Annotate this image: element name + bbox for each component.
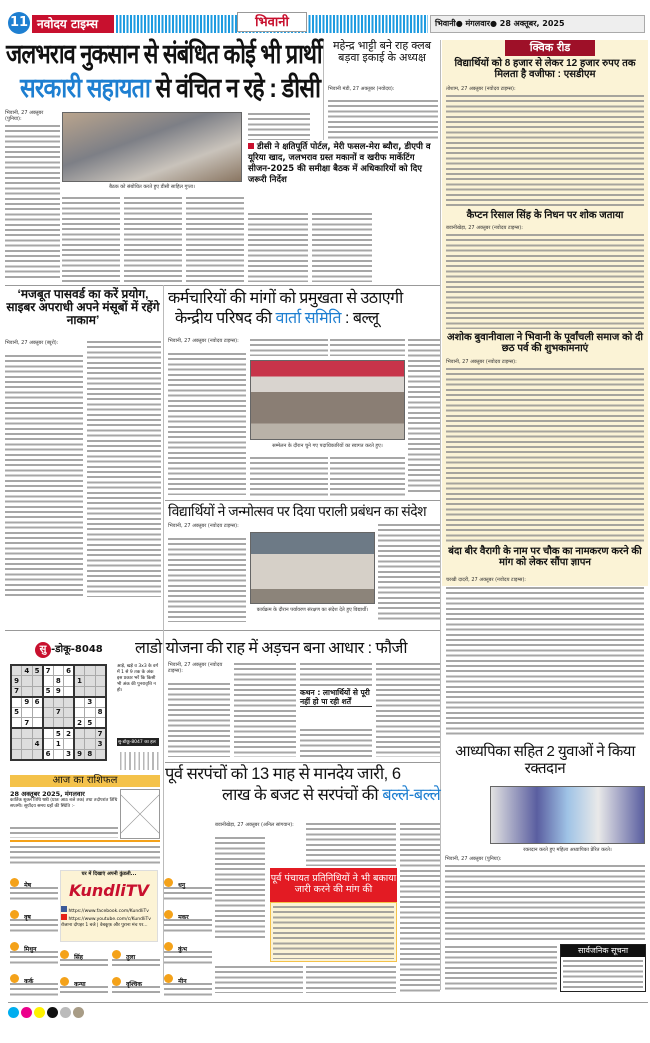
lado-headline: लाडो योजना की राह में अड़चन बना आधार : फौजी — [135, 640, 408, 657]
sudoku-cell[interactable] — [95, 665, 106, 676]
sudoku-solution-grid — [117, 752, 159, 770]
employees-photo — [250, 360, 405, 440]
sudoku-cell[interactable] — [95, 718, 106, 729]
masthead-logo: नवोदय टाइम्स — [32, 15, 114, 33]
sudoku-cell[interactable] — [64, 718, 75, 729]
rashifal-sign-6 — [60, 971, 108, 996]
rashifal-planets — [10, 826, 118, 838]
qr-story2-dateline: बवानीखेड़ा, 27 अक्तूबर (नवोदय टाइम्स): — [446, 225, 523, 231]
sudoku-cell[interactable]: 9 — [74, 749, 85, 760]
sudoku-cell[interactable] — [64, 739, 75, 750]
sudoku-cell[interactable] — [64, 676, 75, 687]
zodiac-name: मकर — [178, 914, 189, 921]
sudoku-cell[interactable]: 7 — [43, 665, 54, 676]
kundli-tv-ad — [60, 870, 158, 942]
lado-body-col4 — [376, 662, 440, 757]
sudoku-cell[interactable] — [85, 728, 96, 739]
qr-story1-body — [446, 94, 644, 208]
lead-body-col8 — [312, 212, 372, 282]
lado-dateline: भिवानी, 27 अक्तूबर (नवोदय टाइम्स): — [168, 662, 230, 674]
red-bullet-icon — [248, 143, 254, 149]
lead-body-col4 — [186, 196, 244, 283]
blood-headline: आध्यपिका सहित 2 युवाओं ने किया रक्तदान — [455, 743, 635, 777]
sudoku-cell[interactable] — [43, 728, 54, 739]
sudoku-cell[interactable] — [43, 707, 54, 718]
sarpanch-body-col1 — [215, 836, 265, 939]
sudoku-cell[interactable] — [64, 707, 75, 718]
employees-body-col2 — [250, 338, 328, 356]
sudoku-cell[interactable] — [22, 707, 33, 718]
sudoku-cell[interactable] — [74, 739, 85, 750]
zodiac-icon — [10, 910, 19, 919]
rashifal-header: आज का राशिफल — [10, 775, 160, 787]
sudoku-cell[interactable] — [22, 676, 33, 687]
students-dateline: भिवानी, 27 अक्तूबर (नवोदय टाइम्स): — [168, 523, 246, 529]
qr-story4-dateline: चरखी दादरी, 27 अक्तूबर (नवोदय टाइम्स): — [446, 577, 526, 583]
qr-story1-headline: विद्यार्थियों को 8 हजार से लेकर 12 हजार रुपए तक मिलता है वजीफा : एसडीएम — [454, 58, 636, 80]
sudoku-cell[interactable] — [11, 665, 22, 676]
zodiac-icon — [164, 974, 173, 983]
rashifal-sign-12 — [164, 968, 212, 998]
sudoku-cell[interactable]: 5 — [32, 665, 43, 676]
employees-body-col1 — [168, 352, 246, 495]
lado-body-col3 — [300, 662, 372, 686]
cyber-body-col1 — [5, 354, 83, 597]
zodiac-icon — [112, 977, 121, 986]
zodiac-icon — [60, 950, 69, 959]
sarpanch-box-headline: पूर्व पंचायत प्रतिनिधियों ने भी बकाया जारी करने की मांग की — [270, 868, 397, 902]
cyber-dateline: भिवानी, 27 अक्तूबर (ब्यूरो): — [5, 340, 83, 346]
sudoku-cell[interactable] — [95, 697, 106, 708]
sarpanch-body-col2 — [306, 822, 396, 866]
sudoku-rules: आड़े, खड़े व 3x3 के वर्ग में 1 से 9 तक के अंक इस प्रकार भरें कि किसी भी अंक की पुनरावृत्ति न हो। — [117, 664, 159, 693]
sudoku-title: सु -डोकू-8048 — [35, 642, 115, 658]
qr-story1-dateline: तोशाम, 27 अक्तूबर (नवोदय टाइम्स): — [446, 86, 516, 92]
employees-body-col3 — [330, 338, 405, 356]
sudoku-cell[interactable] — [53, 749, 64, 760]
employees-body-col5 — [250, 456, 328, 496]
sudoku-cell[interactable] — [74, 728, 85, 739]
sarpanch-headline-1: पूर्व सरपंचों को 13 माह से मानदेय जारी, 6 — [165, 765, 401, 783]
zodiac-icon — [10, 974, 19, 983]
rashifal-sign-3 — [10, 936, 58, 966]
color-registration-strip — [8, 1002, 648, 1014]
sudoku-cell[interactable] — [11, 749, 22, 760]
students-photo-caption: कार्यक्रम के दौरान पर्यावरण संरक्षण का संदेश देते हुए विद्यार्थी। — [250, 607, 375, 613]
sudoku-cell[interactable]: 3 — [64, 749, 75, 760]
sarpanch-body-col5 — [306, 965, 396, 993]
zodiac-name: कुंभ — [178, 946, 187, 953]
sudoku-cell[interactable] — [43, 697, 54, 708]
lead-headline-rest: से वंचित न रहे : डीसी — [150, 73, 321, 103]
sudoku-cell[interactable]: 7 — [11, 686, 22, 697]
zodiac-name: मेष — [24, 882, 32, 889]
sudoku-cell[interactable] — [22, 728, 33, 739]
lado-pullquote: कथन : लाभार्थियों से पूरी नहीं हो पा रही शर्तें — [300, 688, 372, 707]
qr-story3-body — [446, 367, 644, 543]
page-number-badge: 11 — [8, 12, 30, 34]
sarpanch-body-col4 — [215, 965, 303, 993]
sudoku-cell[interactable]: 2 — [64, 728, 75, 739]
lead-body-col7 — [248, 212, 308, 282]
sudoku-cell[interactable] — [85, 686, 96, 697]
lead-headline-1: जलभराव नुकसान से संबंधित कोई भी प्रार्थी — [6, 39, 322, 69]
quick-read-title: क्विक रीड — [505, 40, 595, 56]
lead-subhead: डीसी ने क्षतिपूर्ति पोर्टल, मेरी फसल-मेरा ब्यौरा, डीएपी व यूरिया खाद, जलभराव ग्रस्त मकानों व खरीफ मार्केटिंग सीजन-2025 की समीक्षा बैठक में अधिकारियों को दिए जरूरी निर्देश — [248, 142, 438, 186]
sudoku-cell[interactable] — [74, 686, 85, 697]
sarpanch-body-col3 — [400, 822, 440, 992]
employees-body-col6 — [330, 456, 405, 496]
rashifal-sign-1 — [10, 872, 58, 902]
employees-photo-caption: सम्मेलन के दौरान चुने गए पदाधिकारियों का स्वागत करते हुए। — [250, 443, 405, 449]
sudoku-cell[interactable]: 7 — [53, 707, 64, 718]
sarpanch-box — [270, 902, 397, 962]
zodiac-name: वृष — [24, 914, 31, 921]
rashifal-date: 28 अक्तूबर 2025, मंगलवार — [10, 790, 85, 798]
sudoku-cell[interactable] — [95, 749, 106, 760]
blood-dateline: भिवानी, 27 अक्तूबर (पुनिया): — [445, 856, 645, 862]
sudoku-cell[interactable] — [11, 728, 22, 739]
sudoku-cell[interactable] — [32, 728, 43, 739]
public-notice — [560, 944, 646, 992]
sudoku-cell[interactable] — [32, 707, 43, 718]
zodiac-icon — [10, 878, 19, 887]
sudoku-cell[interactable]: 5 — [85, 718, 96, 729]
youtube-icon — [61, 914, 67, 920]
zodiac-icon — [112, 950, 121, 959]
lead-photo — [62, 112, 242, 182]
mahendra-dateline: भिवानी मंडी, 27 अक्तूबर (नवोदय): — [328, 86, 438, 92]
rashifal-sign-9 — [164, 872, 212, 902]
sudoku-cell[interactable]: 6 — [43, 749, 54, 760]
sudoku-solution-title: सु-डोकू-8047 का हल — [117, 738, 159, 746]
sudoku-cell[interactable]: 7 — [22, 718, 33, 729]
rashifal-sign-4 — [10, 968, 58, 998]
rashifal-sign-8 — [112, 971, 160, 996]
cyber-body-col2 — [87, 340, 161, 597]
lead-headline-blue: सरकारी सहायता — [20, 73, 151, 103]
sudoku-cell[interactable] — [22, 686, 33, 697]
lead-headline-2 — [20, 73, 321, 104]
facebook-icon — [61, 906, 67, 912]
zodiac-name: धनु — [178, 882, 186, 889]
youtube-link[interactable]: https://www.youtube.com/c/KundliTv — [68, 917, 151, 922]
sudoku-cell[interactable] — [32, 686, 43, 697]
sudoku-cell[interactable] — [43, 718, 54, 729]
sudoku-cell[interactable]: 4 — [22, 665, 33, 676]
rashifal-panchang — [10, 845, 160, 865]
sudoku-cell[interactable]: 8 — [85, 749, 96, 760]
sudoku-cell[interactable] — [64, 697, 75, 708]
public-notice-title: सार्वजनिक सूचना — [561, 945, 645, 957]
sudoku-cell[interactable]: 8 — [53, 676, 64, 687]
lado-body-col1 — [168, 682, 230, 757]
qr-story2-headline: कैप्टन रिसाल सिंह के निधन पर शोक जताया — [466, 210, 624, 221]
zodiac-name: सिंह — [74, 954, 83, 961]
blood-body-2 — [445, 945, 557, 990]
lead-body-col2 — [62, 196, 120, 283]
zodiac-icon — [164, 942, 173, 951]
students-body-col3 — [378, 523, 440, 623]
sarpanch-dateline: बवानीखेड़ा, 27 अक्तूबर (अनिल सांगवान): — [215, 822, 303, 828]
zodiac-icon — [164, 878, 173, 887]
sudoku-su-badge: सु — [35, 642, 51, 658]
blood-photo — [490, 786, 645, 844]
zodiac-icon — [60, 977, 69, 986]
sudoku-cell[interactable] — [53, 665, 64, 676]
sudoku-cell[interactable]: 1 — [74, 676, 85, 687]
zodiac-name: मिथुन — [24, 946, 37, 953]
sudoku-cell[interactable]: 6 — [32, 697, 43, 708]
students-body-col1 — [168, 537, 246, 622]
zodiac-name: तुला — [126, 954, 136, 961]
sudoku-cell[interactable]: 4 — [32, 739, 43, 750]
mahendra-headline: महेन्द्र भाट्टी बने राह क्लब बड़वा इकाई के अध्यक्ष — [332, 40, 431, 65]
rashifal-sign-11 — [164, 936, 212, 966]
cyber-headline: ‘मजबूत पासवर्ड का करें प्रयोग, साइबर अपराधी अपने मंसूबों में रहेंगे नाकाम’ — [6, 287, 160, 328]
sudoku-cell[interactable]: 9 — [22, 697, 33, 708]
students-headline: विद्यार्थियों ने जन्मोत्सव पर दिया पराली प्रबंधन का संदेश — [168, 503, 427, 519]
lado-body-col3b — [300, 728, 372, 757]
zodiac-name: वृश्चिक — [126, 981, 142, 988]
sudoku-cell[interactable] — [11, 697, 22, 708]
sudoku-cell[interactable]: 2 — [74, 718, 85, 729]
sudoku-cell[interactable] — [64, 686, 75, 697]
sudoku-cell[interactable] — [32, 676, 43, 687]
sudoku-cell[interactable] — [32, 749, 43, 760]
section-tab: भिवानी — [237, 12, 307, 32]
sudoku-grid[interactable] — [10, 664, 107, 761]
lead-dateline: भिवानी, 27 अक्तूबर (पुनिया): — [5, 110, 60, 122]
sudoku-cell[interactable]: 8 — [95, 707, 106, 718]
sudoku-cell[interactable] — [53, 718, 64, 729]
sudoku-cell[interactable] — [53, 697, 64, 708]
blood-body — [445, 864, 645, 942]
facebook-link[interactable]: https://www.facebook.com/KundliTv — [68, 909, 149, 914]
zodiac-name: मीन — [178, 978, 187, 985]
sudoku-cell[interactable] — [11, 739, 22, 750]
qr-story2-body — [446, 233, 644, 329]
rashifal-sign-7 — [112, 944, 160, 969]
employees-headline-2: केन्द्रीय परिषद की वार्ता समिति : बल्लू — [175, 310, 379, 327]
sudoku-cell[interactable] — [95, 686, 106, 697]
sudoku-cell[interactable] — [85, 707, 96, 718]
rashifal-sign-10 — [164, 904, 212, 934]
qr-story4-headline: बंदा बीर वैरागी के नाम पर चौक का नामकरण करने की मांग को लेकर सौंपा ज्ञापन — [448, 546, 642, 568]
sudoku-cell[interactable]: 5 — [43, 686, 54, 697]
sudoku-cell[interactable] — [74, 697, 85, 708]
blood-photo-caption: रक्तदान करते हुए महिला अध्यापिका प्रेरित करते। — [490, 847, 645, 853]
sudoku-cell[interactable]: 5 — [11, 707, 22, 718]
sudoku-cell[interactable] — [32, 718, 43, 729]
rashifal-intro: कार्तिक शुक्ल तिथि षष्ठी (प्रातः आठ बजे तक) तथा तदोपरांत तिथि सप्तमी। सूर्योदय समय ग्रहों की स्थिति :- — [10, 798, 118, 809]
lead-photo-caption: बैठक को संबोधित करते हुए डीसी साहिल गुप्ता। — [62, 184, 242, 190]
sudoku-cell[interactable] — [95, 676, 106, 687]
zodiac-name: कर्क — [24, 978, 34, 985]
kundli-show-time: रोजाना दोपहर 1 बजे | वेबकूफ़ और पुराना मंच पर... — [61, 923, 148, 928]
kundli-tagline: घर में दिखाएं अपनी कुंडली... — [81, 871, 137, 877]
sudoku-cell[interactable]: 5 — [53, 728, 64, 739]
lado-body-col2 — [234, 662, 296, 757]
students-photo — [250, 532, 375, 604]
sudoku-cell[interactable] — [85, 665, 96, 676]
sudoku-cell[interactable]: 3 — [85, 697, 96, 708]
lead-body-col1 — [5, 124, 60, 280]
employees-headline-1: कर्मचारियों की मांगों को प्रमुखता से उठाएगी — [168, 290, 403, 307]
sudoku-cell[interactable] — [22, 739, 33, 750]
sudoku-cell[interactable] — [22, 749, 33, 760]
sudoku-cell[interactable]: 9 — [53, 686, 64, 697]
lead-body-col5 — [248, 112, 310, 140]
employees-dateline: भिवानी, 27 अक्तूबर (नवोदय टाइम्स): — [168, 338, 246, 344]
sudoku-cell[interactable]: 6 — [64, 665, 75, 676]
mahendra-body — [328, 99, 438, 139]
qr-story3-headline: अशोक बुवानीवाला ने भिवानी के पूर्वांचली समाज को दी छठ पर्व की शुभकामनाएं — [446, 332, 644, 354]
zodiac-name: कन्या — [74, 981, 86, 988]
sarpanch-headline-2: लाख के बजट से सरपंचों की बल्ले-बल्ले — [222, 786, 441, 804]
sudoku-cell[interactable] — [74, 707, 85, 718]
sudoku-cell[interactable]: 7 — [95, 728, 106, 739]
sudoku-cell[interactable]: 3 — [95, 739, 106, 750]
header-dateline: भिवानी● मंगलवार● 28 अक्तूबर, 2025 — [430, 15, 645, 33]
sudoku-cell[interactable]: 9 — [11, 676, 22, 687]
zodiac-icon — [10, 942, 19, 951]
qr-story4-body — [446, 586, 644, 736]
qr-story3-dateline: भिवानी, 27 अक्तूबर (नवोदय टाइम्स): — [446, 359, 517, 365]
zodiac-icon — [164, 910, 173, 919]
employees-body-col4 — [408, 338, 440, 495]
rashifal-sign-5 — [60, 944, 108, 969]
kundli-logo: KundliTV — [68, 881, 150, 900]
lead-body-col3 — [124, 196, 182, 283]
sudoku-cell[interactable] — [43, 676, 54, 687]
sudoku-cell[interactable] — [43, 739, 54, 750]
sudoku-cell[interactable]: 1 — [53, 739, 64, 750]
sudoku-cell[interactable] — [74, 665, 85, 676]
sudoku-cell[interactable] — [85, 676, 96, 687]
sudoku-cell[interactable] — [11, 718, 22, 729]
sudoku-cell[interactable] — [85, 739, 96, 750]
rashifal-sign-2 — [10, 904, 58, 934]
